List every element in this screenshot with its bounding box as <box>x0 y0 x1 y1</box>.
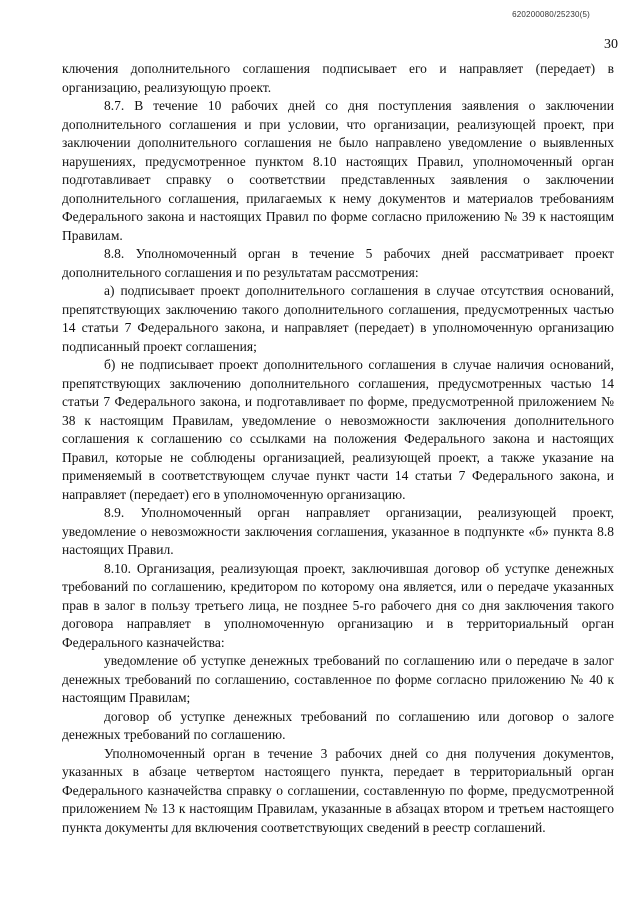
paragraph-8-10-notice: уведомление об уступке денежных требований по соглашению или о передаче в залог денежных требований по соглашению, составленное по форме согласно приложению № 40 к настоящим Правилам; <box>62 653 614 705</box>
paragraph-continuation: ключения дополнительного соглашения подписывает его и направляет (передает) в организацию, реализующую проект. <box>62 61 614 95</box>
paragraph-8-9: 8.9. Уполномоченный орган направляет организации, реализующей проект, уведомление о невозможности заключения соглашения, указанное в подпункте «б» пункта 8.8 настоящих Правил. <box>62 505 614 557</box>
document-code: 620200080/25230(5) <box>512 10 590 19</box>
paragraph-8-7: 8.7. В течение 10 рабочих дней со дня поступления заявления о заключении дополнительного соглашения и при условии, что организации, реализующей проект, при заключении дополнительного соглашения не было направлено уведомление о выявленных нарушениях, предусмотренное пунктом 8.10 настоящих Правил, уполномоченный орган подготавливает справку о соответствии представленных заявления о заключении дополнительного соглашения, прилагаемых к нему документов и материалов требованиям Федерального закона и настоящих Правил по форме согласно приложению № 39 к настоящим Правилам. <box>62 98 614 243</box>
paragraph-8-8-b: б) не подписывает проект дополнительного соглашения в случае наличия оснований, препятствующих заключению дополнительного соглашения, предусмотренных частью 14 статьи 7 Федерального закона, и подготавливает по форме, предусмотренной приложением № 38 к настоящим Правилам, уведомление о невозможности заключения дополнительного соглашения к соглашению со ссылками на положения Федерального закона и настоящих Правил, которые не соблюдены организацией, реализующей проект, а также указание на применяемый в соответствующем случае пункт части 14 статьи 7 Федерального закона, и направляет (передает) его в уполномоченную организацию. <box>62 357 614 502</box>
document-body <box>62 60 614 837</box>
paragraph-8-8-a: а) подписывает проект дополнительного соглашения в случае отсутствия оснований, препятствующих заключению такого дополнительного соглашения, предусмотренных частью 14 статьи 7 Федерального закона, и направляет (передает) в уполномоченную организацию подписанный проект соглашения; <box>62 283 614 354</box>
paragraph-8-10-contract: договор об уступке денежных требований по соглашению или договор о залоге денежных требований по соглашению. <box>62 708 614 742</box>
page-number: 30 <box>604 37 618 52</box>
paragraph-8-10: 8.10. Организация, реализующая проект, заключившая договор об уступке денежных требований по соглашению, кредитором по которому она является, или о передаче указанных прав в залог в пользу третьего лица, не позднее 5-го рабочего дня со дня заключения такого договора направляет в уполномоченную организацию и в территориальный орган Федерального казначейства: <box>62 560 614 650</box>
paragraph-8-10-final: Уполномоченный орган в течение 3 рабочих дней со дня получения документов, указанных в абзаце четвертом настоящего пункта, передает в территориальный орган Федерального казначейства справку о соглашении, составленную по форме, предусмотренной приложением № 13 к настоящим Правилам, указанные в абзацах втором и третьем настоящего пункта документы для включения соответствующих сведений в реестр соглашений. <box>62 745 614 835</box>
paragraph-8-8: 8.8. Уполномоченный орган в течение 5 рабочих дней рассматривает проект дополнительного соглашения и по результатам рассмотрения: <box>62 246 614 280</box>
